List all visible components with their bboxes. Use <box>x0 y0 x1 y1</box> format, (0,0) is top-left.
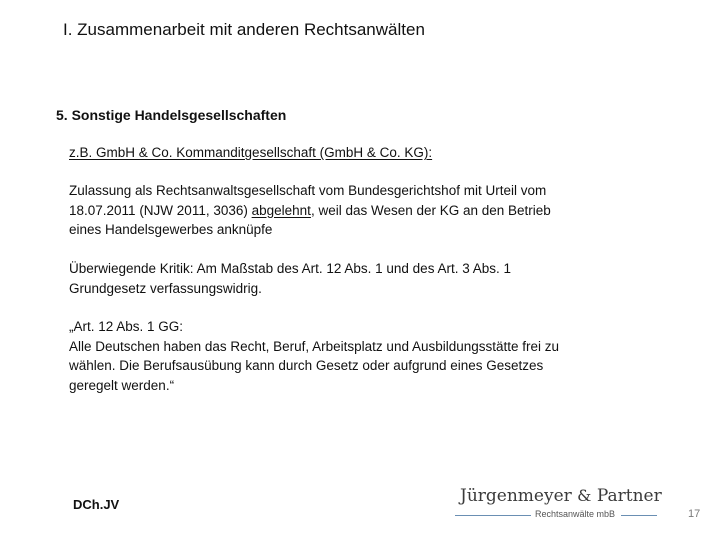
logo-name-part: Partner <box>591 486 662 506</box>
firm-logo <box>455 486 665 522</box>
quote-art12-gg <box>69 317 559 395</box>
quote-line: Alle Deutschen haben das Recht, Beruf, Arbeitsplatz und Ausbildungsstätte frei zu <box>69 338 560 354</box>
text-fragment: 18.07.2011 (NJW 2011, 3036) <box>69 202 252 218</box>
paragraph-line: Grundgesetz verfassungswidrig. <box>69 280 262 296</box>
footer-organization: DCh.JV <box>73 497 120 512</box>
paragraph-line: Zulassung als Rechtsanwaltsgesellschaft vom Bundesgerichtshof mit Urteil vom <box>69 183 547 198</box>
logo-rule <box>621 515 657 516</box>
quote-line: geregelt werden.“ <box>69 377 175 393</box>
paragraph-line: eines Handelsgewerbes anknüpfe <box>69 222 273 237</box>
logo-rule <box>455 515 531 516</box>
logo-name-part: Jürgenmeyer <box>460 486 578 506</box>
logo-tagline: Rechtsanwälte mbB <box>535 509 616 519</box>
text-fragment: , weil das Wesen der KG an den Betrieb <box>310 202 551 218</box>
page-number: 17 <box>688 508 701 520</box>
paragraph-criticism <box>69 259 511 298</box>
logo-firm-name <box>460 486 662 506</box>
paragraph-line <box>69 201 551 221</box>
logo-ampersand: & <box>577 486 592 505</box>
quote-line: „Art. 12 Abs. 1 GG: <box>69 319 184 334</box>
section-heading: 5. Sonstige Handelsgesellschaften <box>56 107 287 123</box>
example-line: z.B. GmbH & Co. Kommanditgesellschaft (GmbH & Co. KG): <box>69 145 433 160</box>
underlined-word: abgelehnt <box>251 202 311 218</box>
quote-line: wählen. Die Berufsausübung kann durch Gesetz oder aufgrund eines Gesetzes <box>69 358 544 373</box>
paragraph-line: Überwiegende Kritik: Am Maßstab des Art. 12 Abs. 1 und des Art. 3 Abs. 1 <box>69 261 511 276</box>
paragraph-bgh-ruling <box>69 181 551 240</box>
slide-title: I. Zusammenarbeit mit anderen Rechtsanwälten <box>63 20 425 39</box>
